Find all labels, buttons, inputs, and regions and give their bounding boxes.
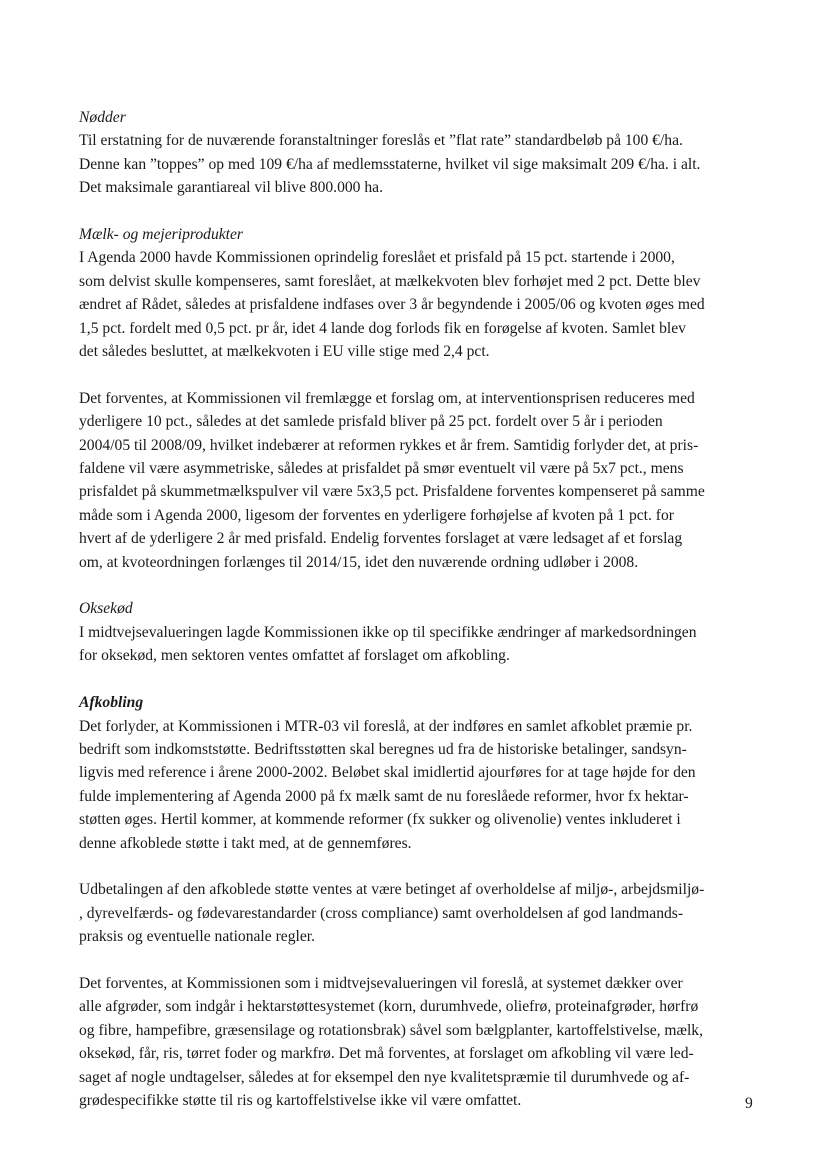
text-line: yderligere 10 pct., således at det samlede prisfald bliver på 25 pct. fordelt over 5 år i perioden (79, 413, 663, 431)
text-line: saget af nogle undtagelser, således at for eksempel den nye kvalitetspræmie til durumhvede og af- (79, 1068, 690, 1086)
page-number: 9 (745, 1095, 753, 1112)
text-line: Udbetalingen af den afkoblede støtte ventes at være betinget af overholdelse af miljø-, arbejdsmiljø- (79, 881, 705, 899)
text-line: grødespecifikke støtte til ris og kartoffelstivelse ikke vil være omfattet. (79, 1091, 522, 1109)
section (79, 597, 759, 667)
text-line: ændret af Rådet, således at prisfaldene indfases over 3 år begyndende i 2005/06 og kvoten øges med (79, 296, 705, 314)
section-heading: Oksekød (79, 600, 133, 618)
text-line: ligvis med reference i årene 2000-2002. Beløbet skal imidlertid ajourføres for at tage højde for den (79, 764, 696, 782)
text-line: alle afgrøder, som indgår i hektarstøttesystemet (korn, durumhvede, oliefrø, proteinafgrøder, hørfrø (79, 998, 699, 1016)
section (79, 691, 759, 1112)
section-heading: Nødder (79, 109, 126, 126)
text-line: for oksekød, men sektoren ventes omfattet af forslaget om afkobling. (79, 647, 510, 665)
paragraph (79, 246, 759, 363)
text-line: det således besluttet, at mælkekvoten i EU ville stige med 2,4 pct. (79, 343, 490, 361)
text-line: om, at kvoteordningen forlænges til 2014/15, idet den nuværende ordning udløber i 2008. (79, 553, 639, 571)
text-line: I Agenda 2000 havde Kommissionen oprindelig foreslået et prisfald på 15 pct. startende i 2000, (79, 249, 675, 267)
paragraph (79, 621, 759, 668)
section-heading: Afkobling (79, 694, 144, 712)
paragraph (79, 715, 759, 855)
text-line: fulde implementering af Agenda 2000 på fx mælk samt de nu foreslåede reformer, hvor fx hektar- (79, 787, 689, 805)
text-line: hvert af de yderligere 2 år med prisfald. Endelig forventes forslaget at være ledsaget af et forslag (79, 530, 683, 548)
text-line: I midtvejsevalueringen lagde Kommissionen ikke op til specifikke ændringer af markedsordningen (79, 623, 697, 641)
text-line: bedrift som indkomststøtte. Bedriftsstøtten skal beregnes ud fra de historiske betalinger, sandsyn- (79, 740, 687, 758)
text-line: , dyrevelfærds- og fødevarestandarder (cross compliance) samt overholdelsen af god landmands- (79, 904, 684, 922)
section-gap (79, 668, 759, 691)
paragraph (79, 972, 759, 1112)
text-line: støtten øges. Hertil kommer, at kommende reformer (fx sukker og olivenolie) ventes inkluderet i (79, 811, 681, 829)
paragraph-gap (79, 363, 759, 386)
text-line: denne afkoblede støtte i takt med, at de gennemføres. (79, 834, 412, 852)
paragraph (79, 878, 759, 948)
text-line: praksis og eventuelle nationale regler. (79, 928, 315, 946)
section-heading: Mælk- og mejeriprodukter (79, 226, 243, 244)
text-line: 2004/05 til 2008/09, hvilket indebærer at reformen rykkes et år frem. Samtidig forlyder det, at pris- (79, 436, 699, 454)
text-line: faldene vil være asymmetriske, således at prisfaldet på smør eventuelt vil være på 5x7 pct., mens (79, 460, 684, 478)
paragraph-gap (79, 855, 759, 878)
section-gap (79, 574, 759, 597)
paragraph-gap (79, 949, 759, 972)
text-line: og fibre, hampefibre, græsensilage og rotationsbrak) såvel som bælgplanter, kartoffelstivelse, mælk, (79, 1021, 703, 1039)
text-line: 1,5 pct. fordelt med 0,5 pct. pr år, idet 4 lande dog forlods fik en forøgelse af kvoten. Samlet blev (79, 319, 686, 337)
text-line: Denne kan ”toppes” op med 109 €/ha af medlemsstaterne, hvilket vil sige maksimalt 209 €/ha. i alt. (79, 155, 701, 173)
text-line: Det forventes, at Kommissionen vil fremlægge et forslag om, at interventionsprisen reduceres med (79, 389, 695, 407)
text-line: Til erstatning for de nuværende foranstaltninger foreslås et ”flat rate” standardbeløb på 100 €/ha. (79, 132, 683, 150)
text-line: Det forlyder, at Kommissionen i MTR-03 vil foreslå, at der indføres en samlet afkoblet præmie pr. (79, 717, 693, 735)
section (79, 106, 759, 200)
paragraph (79, 129, 759, 199)
section-gap (79, 200, 759, 223)
text-line: som delvist skulle kompenseres, samt foreslået, at mælkekvoten blev forhøjet med 2 pct. Dette blev (79, 272, 701, 290)
text-line: prisfaldet på skummetmælkspulver vil være 5x3,5 pct. Prisfaldene forventes kompenseret på samme (79, 483, 705, 501)
text-line: Det maksimale garantiareal vil blive 800.000 ha. (79, 179, 383, 197)
text-line: oksekød, får, ris, tørret foder og markfrø. Det må forventes, at forslaget om afkobling vil være led- (79, 1045, 694, 1063)
text-line: måde som i Agenda 2000, ligesom der forventes en yderligere forhøjelse af kvoten på 1 pct. for (79, 506, 674, 524)
text-line: Det forventes, at Kommissionen som i midtvejsevalueringen vil foreslå, at systemet dækker over (79, 974, 683, 992)
document-body (79, 106, 759, 1112)
section (79, 223, 759, 574)
paragraph (79, 387, 759, 574)
